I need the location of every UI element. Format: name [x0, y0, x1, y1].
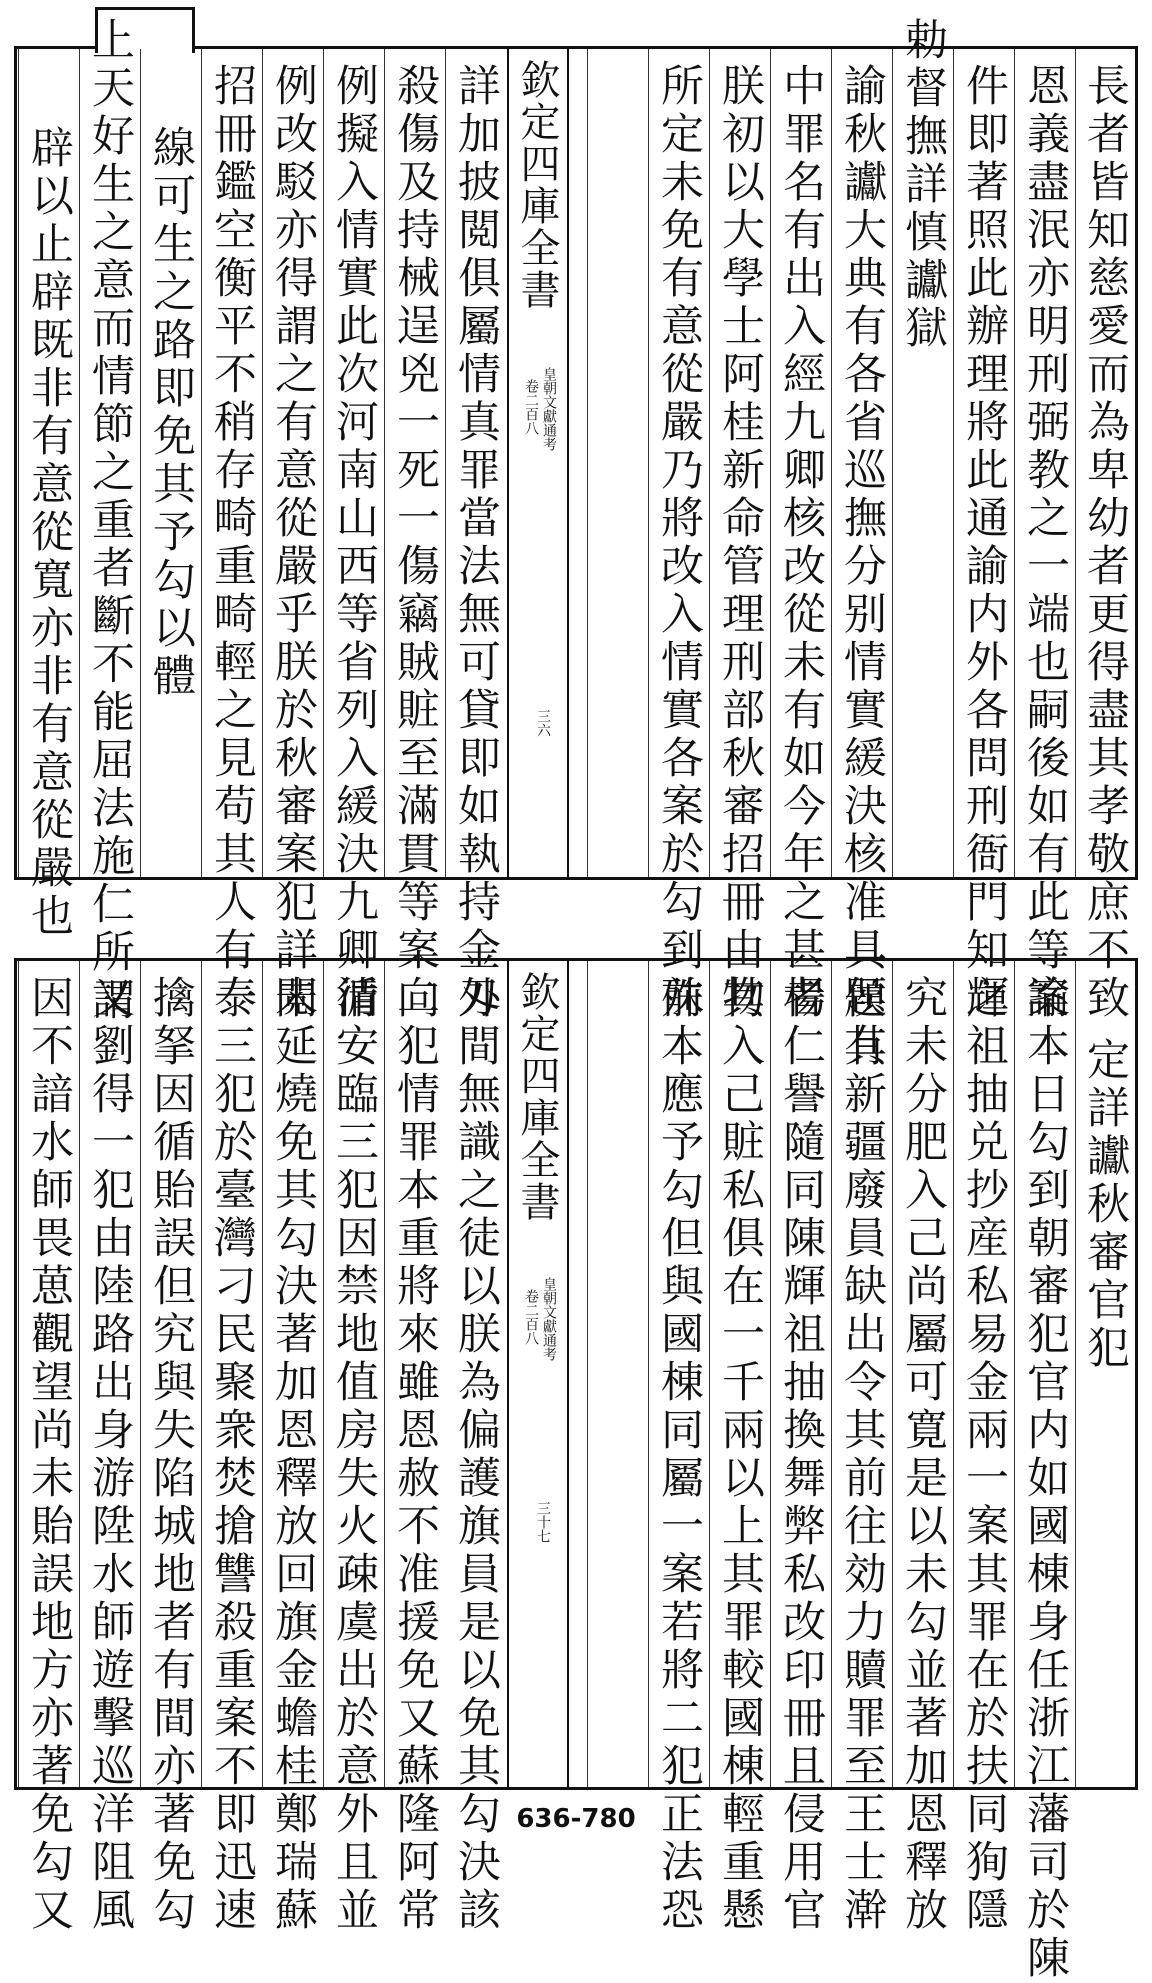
- leaf-number: 三六: [535, 709, 551, 737]
- page-number: 636-780: [516, 1804, 636, 1834]
- text-column: 泰三犯於臺灣刁民聚衆焚搶讐殺重案不即迅速: [201, 961, 262, 1787]
- text-column: 楊仁譽隨同陳輝祖抽換舞弊私改印冊且侵用官: [770, 961, 831, 1787]
- text-column: [587, 961, 648, 1787]
- text-column: 二犯情罪本重將來雖恩赦不准援免又蘇隆阿常: [384, 961, 445, 1787]
- text-column: 招冊鑑空衡平不稍存畸重畸輕之見苟其人有一: [201, 49, 262, 877]
- text-column: 諭本日勾到朝審犯官内如國棟身任浙江藩司於陳: [1014, 961, 1075, 1787]
- text-column: 輝祖抽兑抄産私易金兩一案其罪在於扶同狥隱: [953, 961, 1014, 1787]
- spine-subtitle: 皇朝文獻通考: [541, 1277, 557, 1361]
- upper-page: [14, 17, 1138, 1071]
- text-column: 外間無識之徒以朕為偏護旗員是以免其勾決該: [451, 975, 501, 1935]
- text-column: 定詳讞秋審官犯: [1075, 961, 1135, 1787]
- text-column: 侯有新疆廢員缺出令其前往効力贖罪至王士澣: [831, 961, 892, 1787]
- text-column: 殺傷及持械逞兇一死一傷竊賊賍至滿貫等案向: [384, 49, 445, 877]
- text-column: 究未分肥入己尚屬可寛是以未勾並著加恩釋放: [892, 961, 953, 1787]
- text-column: 諭秋讞大典有各省巡撫分别情實緩決核准具題其: [831, 49, 892, 877]
- text-column: 清安臨三犯因禁地值房失火疎虞出於意外且並: [323, 961, 384, 1787]
- text-column: 件即著照此辦理將此通諭内外各問刑衙門知之: [953, 49, 1014, 877]
- text-column: [587, 49, 648, 877]
- text-column: 例改駁亦得謂之有意從嚴乎朕於秋審案犯詳閲: [262, 49, 323, 877]
- text-column: 未延燒免其勾決著加恩釋放回旗金蟾桂鄭瑞蘇: [262, 961, 323, 1787]
- spine-subtitle: 皇朝文獻通考: [541, 367, 557, 451]
- text-column: 勅督撫詳慎讞獄: [892, 49, 953, 877]
- text-column: 殊本應予勾但與國棟同屬一案若將二犯正法恐: [648, 961, 709, 1787]
- leaf-number: 三十七: [535, 1501, 551, 1543]
- book-title: 欽定四庫全書: [514, 971, 560, 1223]
- book-spine: [507, 49, 569, 877]
- text-column: 朕初以大學士阿桂新命管理刑部秋審招冊由其: [709, 49, 770, 877]
- text-column: 上天好生之意而情節之重者斷不能屈法施仁所謂: [79, 49, 140, 877]
- text-column: 所定未免有意從嚴乃將改入情實各案於勾到前: [648, 49, 709, 877]
- book-title: 欽定四庫全書: [514, 59, 560, 311]
- text-column: 長者皆知慈愛而為卑幼者更得盡其孝敬庶不致: [1075, 49, 1135, 877]
- text-column: 又劉得一犯由陸路出身游陞水師遊擊巡洋阻風: [79, 961, 140, 1787]
- text-column: 例擬入情實此次河南山西等省列入緩決九卿循: [323, 49, 384, 877]
- text-column: 中罪名有出入經九卿核改從未有如今年之甚者: [770, 49, 831, 877]
- text-column: 詳加披閲俱屬情真罪當法無可貸即如執持金刄: [445, 49, 506, 877]
- text-column: 恩義盡泯亦明刑弼教之一端也嗣後如有此等案: [1014, 49, 1075, 877]
- spine-volume: 卷二百八: [523, 1289, 539, 1345]
- text-column: 因不諳水師畏葸觀望尚未貽誤地方亦著免勾又: [18, 961, 79, 1787]
- text-column: 線可生之路即免其予勾以體: [140, 49, 201, 877]
- text-column: 辟以止辟既非有意從寬亦非有意從嚴也: [18, 49, 79, 877]
- text-column: 擒拏因循貽誤但究與失陷城地者有間亦著免勾: [140, 961, 201, 1787]
- spine-volume: 卷二百八: [523, 379, 539, 435]
- book-spine: [507, 961, 569, 1787]
- text-column: 物入己賍私俱在一千兩以上其罪較國棟輕重懸: [709, 961, 770, 1787]
